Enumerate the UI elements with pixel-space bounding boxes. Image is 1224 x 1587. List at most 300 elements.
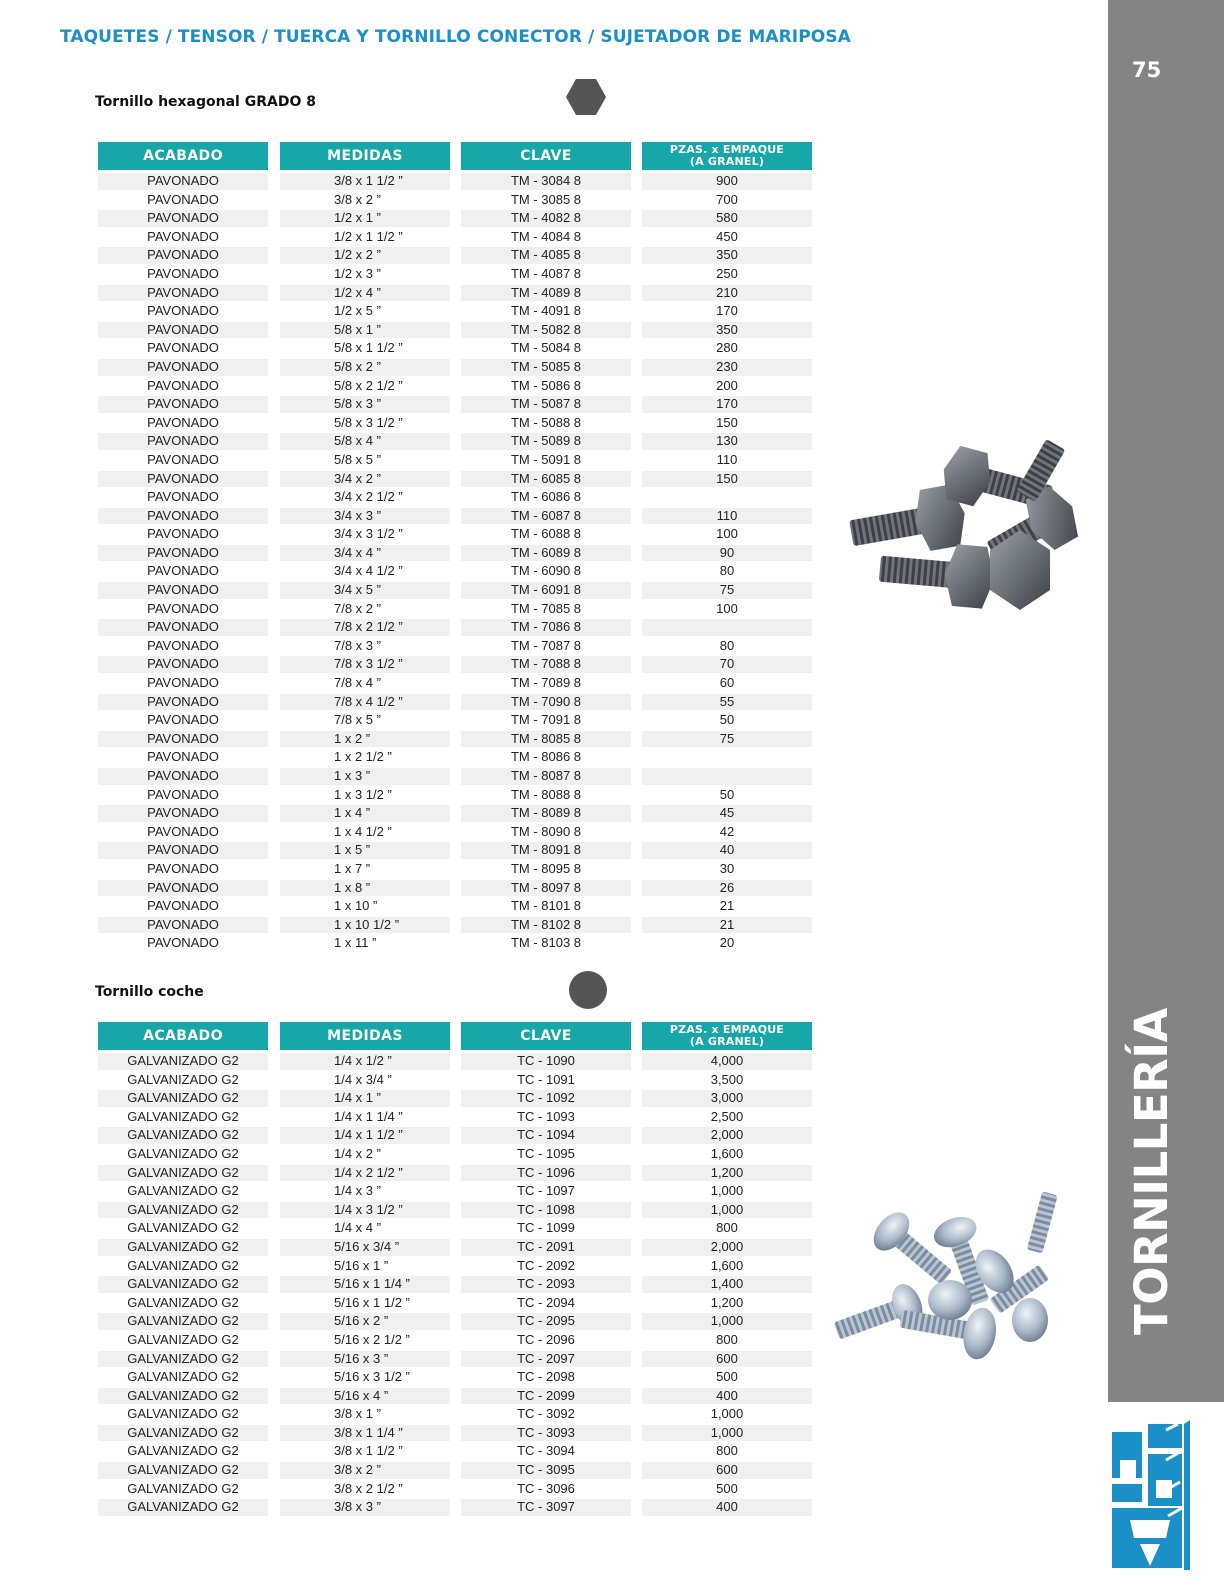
cell-piezas: 150: [716, 414, 738, 430]
cell-acabado: GALVANIZADO G2: [98, 1313, 268, 1330]
cell-piezas: 2,500: [710, 1108, 744, 1124]
cell-piezas: 1,200: [642, 1165, 812, 1182]
cell-clave: TM - 7091 8: [510, 712, 582, 728]
cell-piezas: 90: [642, 545, 812, 562]
cell-piezas: 1,000: [642, 1425, 812, 1442]
table-row: [98, 470, 812, 489]
brand-logo-icon: [1110, 1420, 1190, 1575]
cell-piezas: 600: [642, 1351, 812, 1368]
cell-clave: TM - 5082 8: [461, 322, 631, 339]
cell-clave: TC - 1093: [517, 1108, 575, 1124]
cell-acabado: PAVONADO: [98, 582, 268, 599]
cell-clave: TC - 3092: [517, 1406, 575, 1422]
cell-acabado: PAVONADO: [98, 768, 268, 785]
cell-clave: TC - 2094: [517, 1294, 575, 1310]
cell-piezas: 500: [716, 1480, 738, 1496]
cell-medidas: 1/4 x 2 1/2 ”: [280, 1165, 450, 1182]
cell-acabado: PAVONADO: [147, 377, 219, 393]
table-row: [98, 358, 812, 377]
cell-acabado: PAVONADO: [147, 526, 219, 542]
cell-piezas: 1,400: [642, 1276, 812, 1293]
cell-piezas: 800: [716, 1220, 738, 1236]
cell-medidas: 5/8 x 3 1/2 ”: [334, 414, 403, 430]
table-row: [98, 1312, 812, 1331]
cell-acabado: GALVANIZADO G2: [127, 1294, 239, 1310]
cell-clave: TC - 3093: [461, 1425, 631, 1442]
cell-piezas: 20: [719, 935, 735, 951]
cell-piezas: 500: [716, 1369, 738, 1385]
table-row: [98, 1368, 812, 1387]
cell-clave: TC - 2093: [461, 1276, 631, 1293]
cell-medidas: 1 x 3 1/2 ”: [334, 786, 392, 802]
cell-piezas: 170: [642, 396, 812, 413]
cell-clave: TC - 1096: [461, 1165, 631, 1182]
cell-clave: TM - 8097 8: [461, 880, 631, 897]
cell-medidas: 1 x 2 1/2 ”: [334, 749, 392, 765]
cell-acabado: GALVANIZADO G2: [98, 1388, 268, 1405]
cell-acabado: GALVANIZADO G2: [127, 1369, 239, 1385]
table-row: [98, 544, 812, 563]
cell-acabado: GALVANIZADO G2: [98, 1053, 268, 1070]
cell-piezas: 580: [642, 210, 812, 227]
cell-piezas: 75: [642, 731, 812, 748]
cell-acabado: PAVONADO: [98, 322, 268, 339]
cell-clave: TM - 7086 8: [461, 619, 631, 636]
cell-acabado: GALVANIZADO G2: [98, 1276, 268, 1293]
cell-acabado: PAVONADO: [98, 731, 268, 748]
table-row: [98, 209, 812, 228]
cell-medidas: 5/8 x 2 1/2 ”: [334, 377, 403, 393]
cell-acabado: PAVONADO: [98, 471, 268, 488]
cell-piezas: 1,000: [710, 1183, 744, 1199]
table-row: [98, 395, 812, 414]
section-title-carriage: Tornillo coche: [95, 984, 204, 1000]
cell-clave: TM - 4082 8: [461, 210, 631, 227]
table-row: [98, 1071, 812, 1090]
cell-piezas: [642, 489, 812, 506]
cell-piezas: 170: [716, 303, 738, 319]
cell-medidas: 3/4 x 4 1/2 ”: [334, 563, 403, 579]
cell-acabado: GALVANIZADO G2: [127, 1480, 239, 1496]
cell-piezas: 350: [642, 247, 812, 264]
cell-piezas: 1,000: [642, 1202, 812, 1219]
cell-acabado: PAVONADO: [147, 712, 219, 728]
cell-acabado: PAVONADO: [147, 637, 219, 653]
cell-piezas: 1,600: [710, 1145, 744, 1161]
cell-acabado: PAVONADO: [98, 285, 268, 302]
cell-medidas: 1 x 4 ”: [280, 805, 450, 822]
cell-medidas: 5/16 x 3 ”: [280, 1351, 450, 1368]
table-row: [98, 246, 812, 265]
cell-medidas: 1/4 x 3 ”: [334, 1183, 381, 1199]
cell-acabado: PAVONADO: [98, 545, 268, 562]
cell-acabado: PAVONADO: [98, 247, 268, 264]
column-header-piezas-line1: PZAS. x EMPAQUE: [669, 1023, 785, 1036]
cell-acabado: PAVONADO: [147, 303, 219, 319]
cell-medidas: 7/8 x 4 ”: [334, 675, 381, 691]
table-row: [98, 1442, 812, 1461]
cell-piezas: 80: [719, 637, 735, 653]
cell-acabado: PAVONADO: [98, 359, 268, 376]
cell-acabado: PAVONADO: [98, 694, 268, 711]
table-row: [98, 860, 812, 879]
cell-clave: TC - 2092: [517, 1257, 575, 1273]
table-row: [98, 693, 812, 712]
cell-acabado: GALVANIZADO G2: [127, 1220, 239, 1236]
table-row: [98, 786, 812, 805]
cell-piezas: 26: [642, 880, 812, 897]
cell-medidas: 3/4 x 2 1/2 ”: [334, 489, 403, 505]
cell-medidas: 1 x 3 ”: [280, 768, 450, 785]
cell-medidas: 5/8 x 1 1/2 ”: [334, 340, 403, 356]
cell-piezas: 900: [642, 173, 812, 190]
cell-clave: TM - 5086 8: [510, 377, 582, 393]
table-row: [98, 1182, 812, 1201]
table-row: [98, 730, 812, 749]
table-row: [98, 1145, 812, 1164]
cell-acabado: PAVONADO: [147, 340, 219, 356]
column-header-acabado: ACABADO: [98, 1022, 268, 1050]
cell-clave: TC - 2091: [461, 1239, 631, 1256]
cell-acabado: PAVONADO: [98, 880, 268, 897]
cell-clave: TC - 1091: [517, 1071, 575, 1087]
cell-acabado: PAVONADO: [147, 749, 219, 765]
cell-clave: TM - 6087 8: [461, 508, 631, 525]
cell-clave: TC - 2099: [461, 1388, 631, 1405]
cell-acabado: PAVONADO: [147, 228, 219, 244]
cell-acabado: GALVANIZADO G2: [98, 1202, 268, 1219]
cell-clave: TM - 8089 8: [461, 805, 631, 822]
cell-clave: TC - 1092: [461, 1090, 631, 1107]
table-row: [98, 581, 812, 600]
cell-piezas: 3,000: [642, 1090, 812, 1107]
table-row: [98, 321, 812, 340]
cell-piezas: 1,600: [710, 1257, 744, 1273]
cell-medidas: 3/4 x 2 ”: [280, 471, 450, 488]
table-row: [98, 1126, 812, 1145]
cell-piezas: 800: [716, 1331, 738, 1347]
cell-acabado: PAVONADO: [147, 600, 219, 616]
cell-medidas: 1 x 8 ”: [280, 880, 450, 897]
cell-acabado: PAVONADO: [147, 675, 219, 691]
table-row: [98, 1052, 812, 1071]
cell-medidas: 5/8 x 4 ”: [280, 433, 450, 450]
table-row: [98, 823, 812, 842]
cell-acabado: PAVONADO: [98, 433, 268, 450]
table-row: [98, 1257, 812, 1276]
cell-acabado: GALVANIZADO G2: [98, 1351, 268, 1368]
table-row: [98, 265, 812, 284]
column-header-clave: CLAVE: [461, 1022, 631, 1050]
cell-clave: TC - 1094: [461, 1127, 631, 1144]
cell-acabado: PAVONADO: [147, 451, 219, 467]
cell-medidas: 5/8 x 2 ”: [280, 359, 450, 376]
cell-clave: TM - 7090 8: [461, 694, 631, 711]
cell-clave: TM - 4085 8: [461, 247, 631, 264]
cell-acabado: PAVONADO: [98, 842, 268, 859]
cell-clave: TM - 7089 8: [510, 675, 582, 691]
cell-medidas: 5/16 x 4 ”: [280, 1388, 450, 1405]
hexagon-head-icon: [565, 78, 607, 121]
cell-piezas: 210: [642, 285, 812, 302]
table-header: [98, 142, 812, 170]
table-row: [98, 1331, 812, 1350]
cell-acabado: GALVANIZADO G2: [98, 1462, 268, 1479]
table-row: [98, 767, 812, 786]
table-row: [98, 1201, 812, 1220]
cell-clave: TC - 1099: [517, 1220, 575, 1236]
table-row: [98, 934, 812, 953]
cell-acabado: PAVONADO: [147, 786, 219, 802]
table-row: [98, 600, 812, 619]
table-row: [98, 1275, 812, 1294]
cell-acabado: PAVONADO: [98, 917, 268, 934]
cell-clave: TM - 8101 8: [510, 898, 582, 914]
cell-medidas: 5/16 x 1 1/2 ”: [334, 1294, 410, 1310]
table-row: [98, 562, 812, 581]
column-header-piezas-line2: (A GRANEL): [689, 155, 765, 168]
table-row: [98, 879, 812, 898]
table-header: [98, 1022, 812, 1050]
column-header-piezas: [642, 142, 812, 170]
cell-medidas: 7/8 x 3 1/2 ”: [280, 656, 450, 673]
cell-clave: TC - 3096: [517, 1480, 575, 1496]
table-body: [98, 1052, 812, 1517]
cell-clave: TM - 5089 8: [461, 433, 631, 450]
cell-medidas: 3/4 x 5 ”: [280, 582, 450, 599]
cell-medidas: 1/4 x 1 ”: [280, 1090, 450, 1107]
cell-medidas: 1 x 11 ”: [334, 935, 377, 951]
page-header-title: TAQUETES / TENSOR / TUERCA Y TORNILLO CONECTOR / SUJETADOR DE MARIPOSA: [60, 27, 851, 47]
cell-acabado: GALVANIZADO G2: [127, 1406, 239, 1422]
cell-medidas: 1/4 x 2 ”: [334, 1145, 381, 1161]
cell-clave: TM - 8090 8: [510, 823, 582, 839]
table-row: [98, 414, 812, 433]
cell-acabado: GALVANIZADO G2: [98, 1239, 268, 1256]
cell-acabado: PAVONADO: [147, 898, 219, 914]
table-row: [98, 804, 812, 823]
cell-piezas: 280: [716, 340, 738, 356]
cell-clave: TM - 3084 8: [461, 173, 631, 190]
table-row: [98, 1108, 812, 1127]
cell-piezas: 70: [642, 656, 812, 673]
table-row: [98, 916, 812, 935]
cell-clave: TM - 8088 8: [510, 786, 582, 802]
table-row: [98, 674, 812, 693]
hex-bolt-table: [98, 142, 812, 953]
cell-medidas: 1/4 x 3 1/2 ”: [280, 1202, 450, 1219]
cell-medidas: 1/2 x 5 ”: [334, 303, 381, 319]
cell-clave: TM - 6090 8: [510, 563, 582, 579]
column-header-piezas-line2: (A GRANEL): [689, 1035, 765, 1048]
table-row: [98, 1498, 812, 1517]
column-header-acabado: ACABADO: [98, 142, 268, 170]
cell-clave: TM - 7087 8: [510, 637, 582, 653]
cell-piezas: 21: [719, 898, 735, 914]
cell-medidas: 1/2 x 3 ”: [334, 265, 381, 281]
column-header-piezas: [642, 1022, 812, 1050]
cell-piezas: 350: [642, 322, 812, 339]
cell-piezas: 230: [642, 359, 812, 376]
cell-medidas: 3/4 x 3 ”: [280, 508, 450, 525]
cell-medidas: 7/8 x 2 ”: [334, 600, 381, 616]
cell-acabado: PAVONADO: [147, 265, 219, 281]
cell-clave: TC - 3097: [461, 1499, 631, 1516]
table-row: [98, 748, 812, 767]
table-row: [98, 432, 812, 451]
carriage-bolts-photo: [830, 1190, 1090, 1375]
cell-acabado: PAVONADO: [147, 935, 219, 951]
cell-acabado: PAVONADO: [98, 173, 268, 190]
cell-acabado: GALVANIZADO G2: [98, 1499, 268, 1516]
cell-piezas: 4,000: [642, 1053, 812, 1070]
cell-clave: TM - 6085 8: [461, 471, 631, 488]
cell-medidas: 1 x 2 ”: [280, 731, 450, 748]
cell-clave: TM - 5091 8: [510, 451, 582, 467]
cell-piezas: 2,000: [642, 1127, 812, 1144]
table-row: [98, 507, 812, 526]
cell-acabado: GALVANIZADO G2: [127, 1443, 239, 1459]
table-row: [98, 339, 812, 358]
cell-clave: TC - 2097: [461, 1351, 631, 1368]
table-row: [98, 302, 812, 321]
cell-acabado: PAVONADO: [147, 823, 219, 839]
cell-clave: TM - 8095 8: [510, 860, 582, 876]
cell-clave: TC - 3095: [461, 1462, 631, 1479]
table-body: [98, 172, 812, 953]
cell-piezas: 130: [642, 433, 812, 450]
cell-clave: TM - 4089 8: [461, 285, 631, 302]
cell-clave: TC - 1095: [517, 1145, 575, 1161]
column-header-medidas: MEDIDAS: [280, 1022, 450, 1050]
cell-clave: TM - 4084 8: [510, 228, 582, 244]
cell-medidas: 1/2 x 1 ”: [280, 210, 450, 227]
table-row: [98, 488, 812, 507]
cell-piezas: 450: [716, 228, 738, 244]
cell-medidas: 3/8 x 1 1/2 ”: [280, 173, 450, 190]
cell-piezas: 55: [642, 694, 812, 711]
table-row: [98, 228, 812, 247]
cell-medidas: 3/8 x 3 ”: [280, 1499, 450, 1516]
cell-medidas: 5/16 x 2 1/2 ”: [334, 1331, 410, 1347]
cell-clave: TM - 3085 8: [510, 191, 582, 207]
cell-medidas: 7/8 x 4 1/2 ”: [280, 694, 450, 711]
cell-medidas: 1 x 5 ”: [280, 842, 450, 859]
cell-medidas: 5/16 x 1 ”: [334, 1257, 389, 1273]
cell-clave: TM - 5084 8: [510, 340, 582, 356]
cell-piezas: 110: [642, 508, 812, 525]
cell-medidas: 1/2 x 2 ”: [280, 247, 450, 264]
column-header-medidas: MEDIDAS: [280, 142, 450, 170]
cell-piezas: [642, 768, 812, 785]
round-head-icon: [568, 970, 608, 1015]
cell-medidas: 7/8 x 5 ”: [334, 712, 381, 728]
cell-medidas: 1/4 x 3/4 ”: [334, 1071, 392, 1087]
cell-acabado: GALVANIZADO G2: [127, 1183, 239, 1199]
cell-clave: TC - 1097: [517, 1183, 575, 1199]
table-row: [98, 377, 812, 396]
table-row: [98, 1164, 812, 1183]
cell-clave: TM - 6089 8: [461, 545, 631, 562]
table-row: [98, 1294, 812, 1313]
cell-clave: TC - 1090: [461, 1053, 631, 1070]
cell-piezas: [642, 749, 812, 766]
cell-medidas: 1/4 x 4 ”: [334, 1220, 381, 1236]
cell-medidas: 5/16 x 1 1/4 ”: [280, 1276, 450, 1293]
cell-piezas: 2,000: [642, 1239, 812, 1256]
cell-clave: TM - 5085 8: [461, 359, 631, 376]
cell-acabado: GALVANIZADO G2: [98, 1090, 268, 1107]
cell-clave: TM - 6091 8: [461, 582, 631, 599]
table-row: [98, 1480, 812, 1499]
section-side-label: TORNILLERÍA: [1125, 1008, 1178, 1335]
cell-clave: TM - 8087 8: [461, 768, 631, 785]
cell-acabado: GALVANIZADO G2: [98, 1425, 268, 1442]
cell-medidas: 1 x 7 ”: [334, 860, 371, 876]
cell-piezas: 3,500: [710, 1071, 744, 1087]
cell-medidas: 5/8 x 1 ”: [280, 322, 450, 339]
hex-bolts-photo: [840, 430, 1100, 635]
carriage-bolt-table: [98, 1022, 812, 1517]
column-header-piezas-line1: PZAS. x EMPAQUE: [669, 143, 785, 156]
cell-medidas: 5/16 x 3/4 ”: [280, 1239, 450, 1256]
table-row: [98, 191, 812, 210]
cell-medidas: 1 x 10 ”: [334, 898, 378, 914]
table-row: [98, 1089, 812, 1108]
cell-clave: TM - 8086 8: [510, 749, 582, 765]
cell-acabado: PAVONADO: [98, 656, 268, 673]
cell-acabado: GALVANIZADO G2: [127, 1145, 239, 1161]
table-row: [98, 1461, 812, 1480]
cell-medidas: 1/4 x 1/2 ”: [280, 1053, 450, 1070]
cell-medidas: 3/8 x 2 ”: [334, 191, 381, 207]
table-row: [98, 451, 812, 470]
cell-piezas: 50: [719, 712, 735, 728]
cell-clave: TM - 4087 8: [510, 265, 582, 281]
cell-medidas: 5/16 x 2 ”: [280, 1313, 450, 1330]
cell-clave: TM - 5088 8: [510, 414, 582, 430]
cell-medidas: 1/4 x 1 1/2 ”: [280, 1127, 450, 1144]
cell-piezas: 40: [642, 842, 812, 859]
cell-piezas: 42: [719, 823, 735, 839]
cell-acabado: GALVANIZADO G2: [98, 1165, 268, 1182]
cell-piezas: 50: [719, 786, 735, 802]
cell-medidas: 5/8 x 3 ”: [280, 396, 450, 413]
cell-clave: TM - 8091 8: [461, 842, 631, 859]
cell-piezas: 80: [719, 563, 735, 579]
cell-medidas: 3/4 x 3 1/2 ”: [334, 526, 403, 542]
cell-piezas: 400: [642, 1388, 812, 1405]
cell-piezas: 400: [642, 1499, 812, 1516]
cell-piezas: 110: [716, 451, 738, 467]
cell-clave: TM - 6086 8: [510, 489, 582, 505]
cell-acabado: PAVONADO: [147, 414, 219, 430]
cell-acabado: PAVONADO: [98, 396, 268, 413]
cell-medidas: 3/8 x 2 1/2 ”: [334, 1480, 403, 1496]
cell-piezas: 1,200: [710, 1294, 744, 1310]
cell-piezas: 60: [719, 675, 735, 691]
cell-clave: TC - 3094: [517, 1443, 575, 1459]
cell-acabado: GALVANIZADO G2: [127, 1331, 239, 1347]
cell-piezas: 45: [642, 805, 812, 822]
cell-clave: TM - 7085 8: [510, 600, 582, 616]
table-row: [98, 525, 812, 544]
cell-medidas: 7/8 x 3 ”: [334, 637, 381, 653]
cell-clave: TM - 8103 8: [510, 935, 582, 951]
cell-clave: TC - 1098: [461, 1202, 631, 1219]
table-row: [98, 841, 812, 860]
cell-clave: TM - 7088 8: [461, 656, 631, 673]
